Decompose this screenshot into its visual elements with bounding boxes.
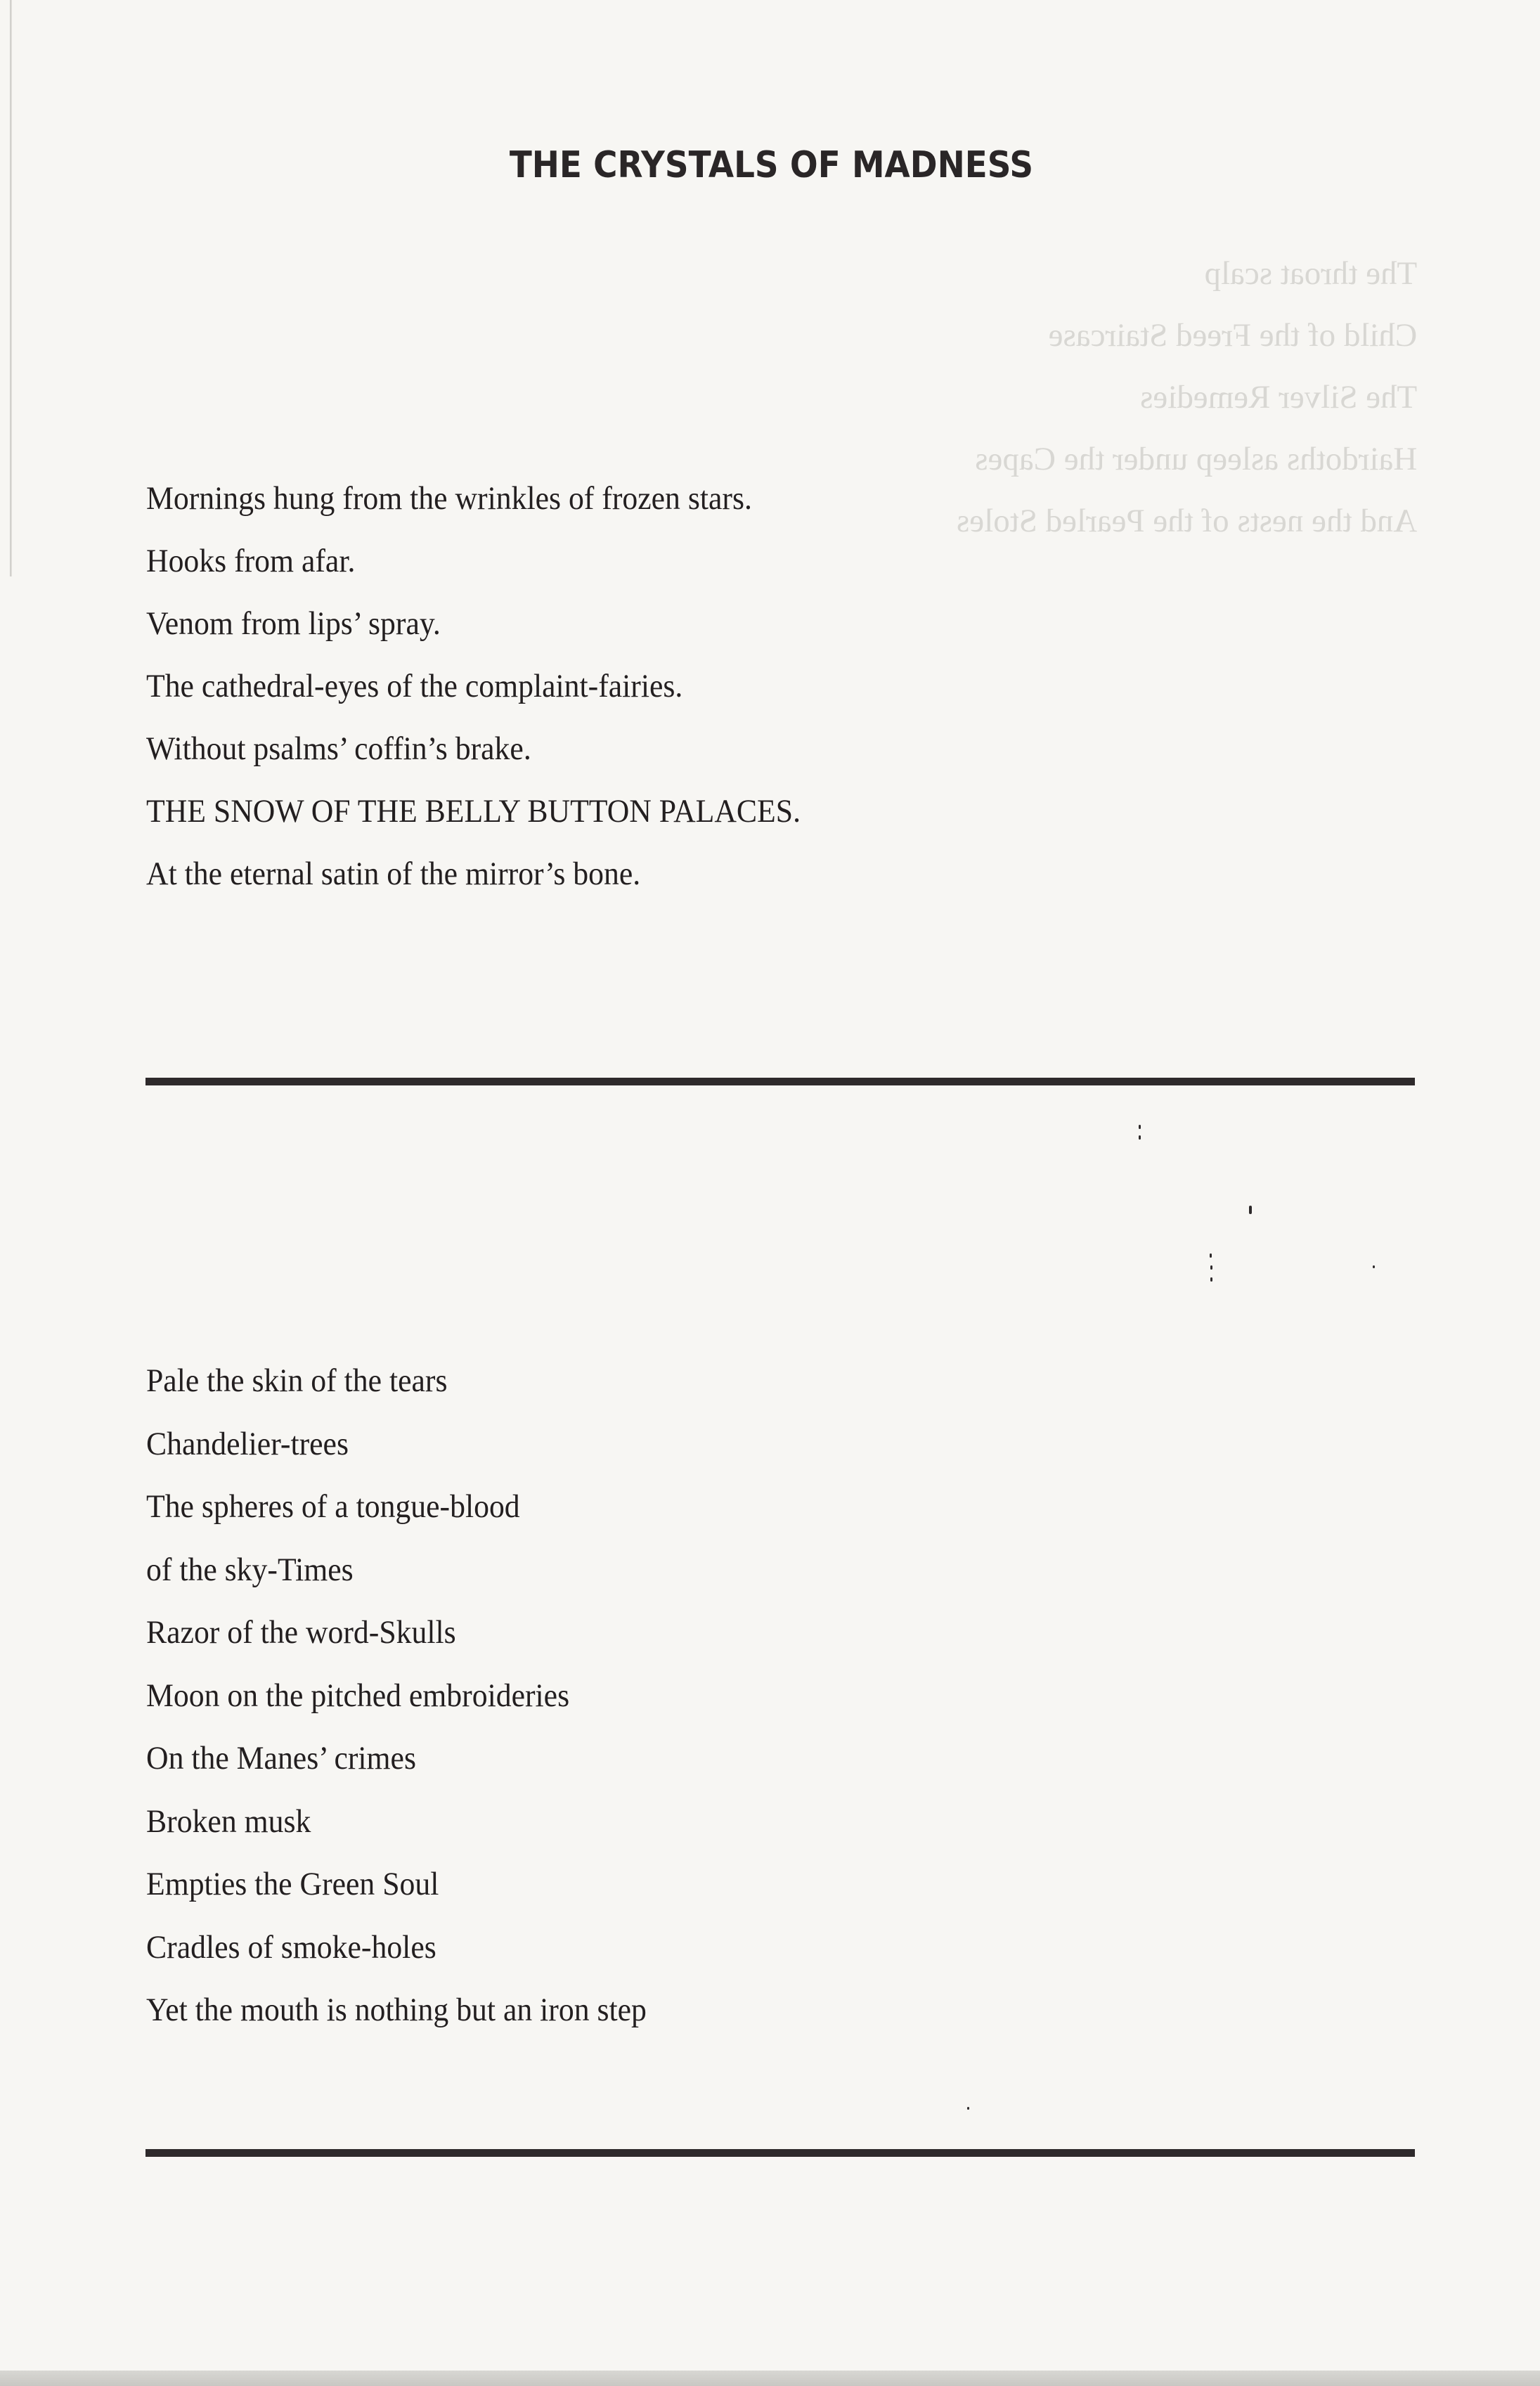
stanza-1: [146, 467, 850, 905]
ink-speck: [1249, 1206, 1252, 1214]
poem-line: Cradles of smoke-holes: [146, 1928, 436, 1966]
poem-line: Razor of the word-Skulls: [146, 1614, 456, 1651]
bleed-line: The throat scalp: [1204, 255, 1417, 292]
poem-line: Venom from lips’ spray.: [146, 605, 441, 642]
bleed-line: The Silver Remedies: [1139, 379, 1417, 415]
ink-speck: [1210, 1277, 1212, 1282]
ink-speck: [1210, 1265, 1212, 1270]
bleed-line: Child of the Freed Staircase: [1048, 317, 1417, 354]
stanza-2: [146, 1350, 685, 2042]
poem-line: Broken musk: [146, 1803, 311, 1840]
ink-speck: [1139, 1135, 1141, 1140]
poem-title: THE CRYSTALS OF MADNESS: [509, 144, 1034, 186]
ink-speck: [1373, 1265, 1375, 1268]
poem-line: Yet the mouth is nothing but an iron step: [146, 1992, 647, 2028]
poem-line: Empties the Green Soul: [146, 1866, 439, 1902]
poem-line: Without psalms’ coffin’s brake.: [146, 730, 531, 767]
ink-speck: [1210, 1253, 1212, 1258]
ink-speck: [1139, 1125, 1141, 1129]
poem-line: THE SNOW OF THE BELLY BUTTON PALACES.: [146, 793, 801, 830]
poem-line: At the eternal satin of the mirror’s bone.: [146, 856, 641, 892]
page-bottom-edge: [0, 2371, 1540, 2386]
poem-line: Pale the skin of the tears: [146, 1362, 448, 1399]
poem-line: Mornings hung from the wrinkles of frozen stars.: [146, 480, 752, 517]
poem-line: of the sky-Times: [146, 1551, 354, 1588]
bleed-through-text: [957, 243, 1417, 552]
poem-line: The spheres of a tongue-blood: [146, 1488, 520, 1525]
poem-line: The cathedral-eyes of the complaint-fairies.: [146, 668, 683, 704]
section-divider: [145, 1078, 1415, 1085]
poem-line: Moon on the pitched embroideries: [146, 1677, 570, 1714]
poem-line: On the Manes’ crimes: [146, 1740, 416, 1776]
binding-edge: [10, 0, 12, 576]
poem-line: Chandelier-trees: [146, 1425, 349, 1462]
bleed-line: Hairdoths asleep under the Capes: [974, 441, 1417, 477]
ink-speck: [967, 2107, 969, 2110]
poem-line: Hooks from afar.: [146, 543, 356, 579]
section-divider: [145, 2149, 1415, 2157]
bleed-line: And the nests of the Pearled Stoles: [956, 503, 1417, 539]
